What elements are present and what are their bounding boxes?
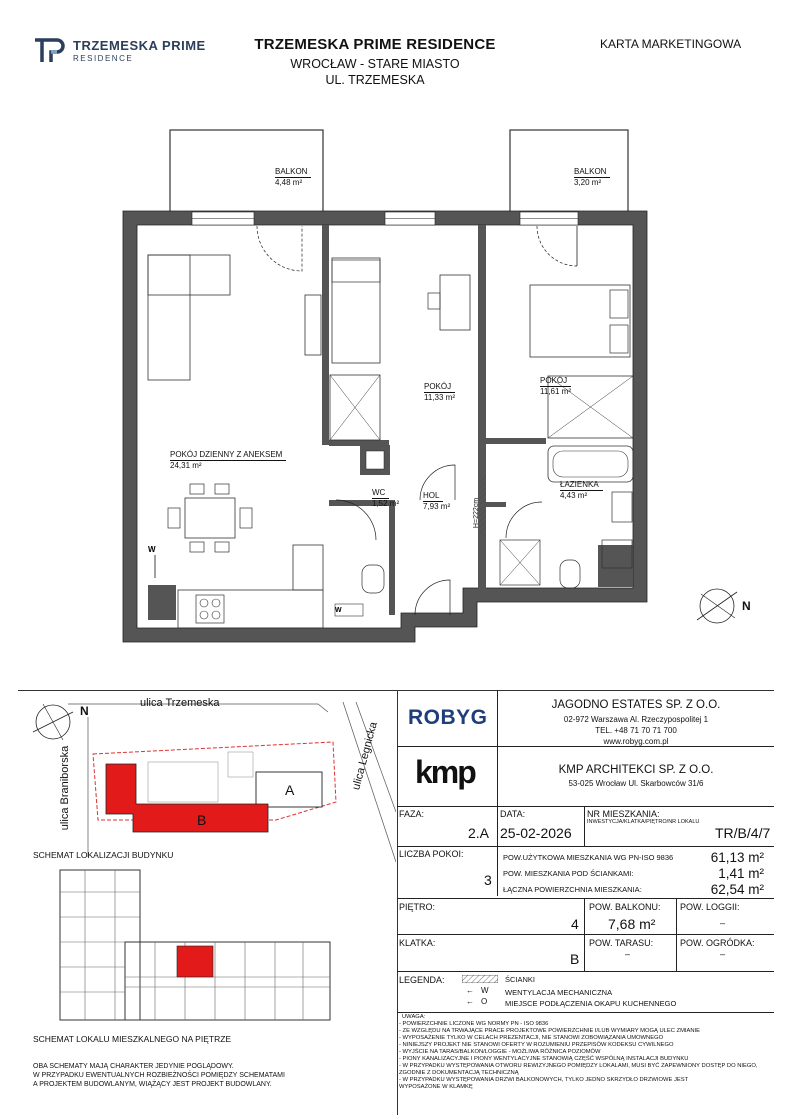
legend-w-desc: WENTYLACJA MECHANICZNA [505, 988, 613, 997]
street-line: UL. TRZEMESKA [325, 73, 425, 87]
street-trzemeska: ulica Trzemeska [140, 697, 220, 709]
logo-subtitle: RESIDENCE [73, 54, 134, 63]
rooms-label: LICZBA POKOI: [399, 849, 464, 859]
date-value: 25-02-2026 [500, 825, 572, 841]
legend-label: LEGENDA: [399, 975, 445, 985]
brand-logo [33, 36, 223, 68]
bathroom-label: ŁAZIENKA 4,43 m² [560, 480, 603, 501]
total-area-value: 62,54 m² [710, 882, 764, 897]
total-area-label: ŁĄCZNA POWIERZCHNIA MIESZKANIA: [503, 885, 642, 894]
floor-schema [45, 862, 335, 1030]
apartment-no-hint: INWESTYCJA/KLATKA/PIĘTRO/NR LOKALU [587, 819, 700, 825]
apartment-no-value: TR/B/4/7 [715, 825, 771, 841]
schema-disclaimer: OBA SCHEMATY MAJĄ CHARAKTER JEDYNIE POGLĄDOWY. W PRZYPADKU EWENTUALNYCH ROZBIEŻNOŚCI POMIĘDZY SCHEMATAMI A PROJEKTEM BUDOWLANYM, WIĄŻĄCY JEST PROJEKT BUDOWLANY. [33, 1063, 285, 1088]
legend-w-symbol: W [481, 986, 489, 995]
rooms-value: 3 [484, 872, 492, 888]
ceiling-height-note: H=222cm [473, 497, 481, 529]
architect-name: KMP ARCHITEKCI SP. Z O.O. [558, 764, 714, 776]
legend-walls: ŚCIANKI [505, 975, 536, 984]
floor-value: 4 [571, 916, 579, 932]
north-label: N [742, 599, 751, 613]
legend-o-symbol: O [481, 997, 488, 1006]
developer-phone: TEL. +48 71 70 71 700 [595, 726, 677, 735]
staircase-label: KLATKA: [399, 938, 436, 948]
north-arrow-icon [697, 589, 737, 623]
legend-o-desc: MIEJSCE PODŁĄCZENIA OKAPU KUCHENNEGO [505, 999, 677, 1008]
building-b [106, 764, 268, 832]
kmp-logo: kmp [415, 754, 475, 790]
location-line: WROCŁAW - STARE MIASTO [290, 57, 460, 71]
hall-label: HOL 7,93 m² [423, 491, 451, 511]
developer-name: JAGODNO ESTATES SP. Z O.O. [551, 699, 721, 711]
phase-label: FAZA: [399, 809, 425, 819]
floor-label: PIĘTRO: [399, 902, 436, 912]
site-north-arrow-icon [33, 704, 73, 740]
location-schema-caption: SCHEMAT LOKALIZACJI BUDYNKU [33, 850, 174, 860]
legend-o-arrow-icon: ← [466, 997, 474, 1006]
robyg-logo: ROBYG [408, 706, 488, 729]
room2-label: POKÓJ 11,61 m² [540, 376, 571, 396]
ventilation-mark: W [148, 545, 156, 554]
apartment-floor-plan [0, 110, 792, 655]
building-a-label: A [285, 782, 295, 798]
notes-title: UWAGA: [402, 1014, 426, 1020]
street-legnicka: ulica Legnicka [350, 720, 380, 792]
usable-area-label: POW.UŻYTKOWA MIESZKANIA WG PN-ISO 9836 [503, 853, 674, 862]
walls-hatch-icon [462, 975, 498, 983]
under-walls-label: POW. MIESZKANIA POD ŚCIANKAMI: [503, 869, 634, 878]
building-b-label: B [197, 812, 207, 828]
logo-title: TRZEMESKA PRIME [73, 38, 206, 53]
document-type: KARTA MARKETINGOWA [600, 37, 742, 51]
room1-label: POKÓJ 11,33 m² [424, 382, 455, 402]
site-north-label: N [80, 704, 89, 718]
garden-value: – [720, 949, 726, 959]
page-title: TRZEMESKA PRIME RESIDENCE [254, 36, 496, 53]
staircase-value: B [570, 951, 580, 967]
street-braniborska: ulica Braniborska [59, 745, 71, 831]
living-room-label: POKÓJ DZIENNY Z ANEKSEM 24,31 m² [170, 450, 286, 471]
developer-address: 02-972 Warszawa Al. Rzeczypospolitej 1 [563, 715, 709, 724]
legend-w-arrow-icon: ← [466, 986, 474, 995]
date-label: DATA: [500, 809, 526, 819]
usable-area-value: 61,13 m² [710, 850, 764, 865]
balcony-area-value: 7,68 m² [608, 916, 656, 932]
site-location-schema [18, 692, 396, 864]
apartment-no-label: NR MIESZKANIA: [587, 809, 660, 819]
balcony-left-label: BALKON 4,48 m² [275, 167, 311, 188]
under-walls-value: 1,41 m² [718, 866, 764, 881]
terrace-value: – [625, 949, 631, 959]
garden-label: POW. OGRÓDKA: [680, 938, 755, 948]
svg-text:W: W [335, 607, 342, 614]
architect-address: 53-025 Wrocław Ul. Skarbowców 31/6 [568, 779, 704, 788]
highlighted-apartment [177, 946, 213, 977]
notes-list: - POWIERZCHNIE LICZONE WG NORMY PN - ISO 9836 - ZE WZGLĘDU NA TRWAJĄCE PRACE PROJEKTOWE POWIERZCHNIE I/LUB WYMIARY MOGĄ ULEC ZMIANIE - WYPOSAŻENIE TYLKO W CELACH PREZENTACJI, NIE STANOWI ZOBOWIĄZANIA UMOWNEGO - NINIEJSZY PROJEKT NIE STANOWI OFERTY W ROZUMIENIU PRZEPISÓW KODEKSU CYWILNEGO - WYJŚCIE NA TARAS/BALKON/LOGGIE - MOŻLIWA RÓŻNICA POZIOMÓW - PIONY KANALIZACYJNE I PIONY WENTYLACYJNE STANOWIĄ CZĘŚĆ WSPÓLNĄ INSTALACJI BUDYNKU - W PRZYPADKU WYSTĘPOWANIA OTWORU REWIZYJNEGO POMIĘDZY LOKALAMI, MUSI BYĆ ZAPEWNIONY DOSTĘP DO NIEGO, ZGODNIE Z DOKUMENTACJĄ TECHNICZNĄ - W PRZYPADKU WYSTĘPOWANIA DRZWI BALKONOWYCH, TYLKO JEDNO SKRZYDŁO DRZWIOWE JEST WYPOSAŻONE W KLAMKĘ [399, 1021, 758, 1090]
terrace-label: POW. TARASU: [589, 938, 654, 948]
loggia-label: POW. LOGGII: [680, 902, 740, 912]
loggia-value: – [720, 918, 726, 928]
balcony-right-label: BALKON 3,20 m² [574, 167, 610, 188]
developer-website: www.robyg.com.pl [603, 737, 669, 746]
phase-value: 2.A [468, 825, 490, 841]
balcony-area-label: POW. BALKONU: [589, 902, 661, 912]
floor-schema-caption: SCHEMAT LOKALU MIESZKALNEGO NA PIĘTRZE [33, 1034, 232, 1044]
tp-logo-icon [33, 36, 67, 66]
wc-label: WC 1,52 m² [372, 488, 400, 508]
